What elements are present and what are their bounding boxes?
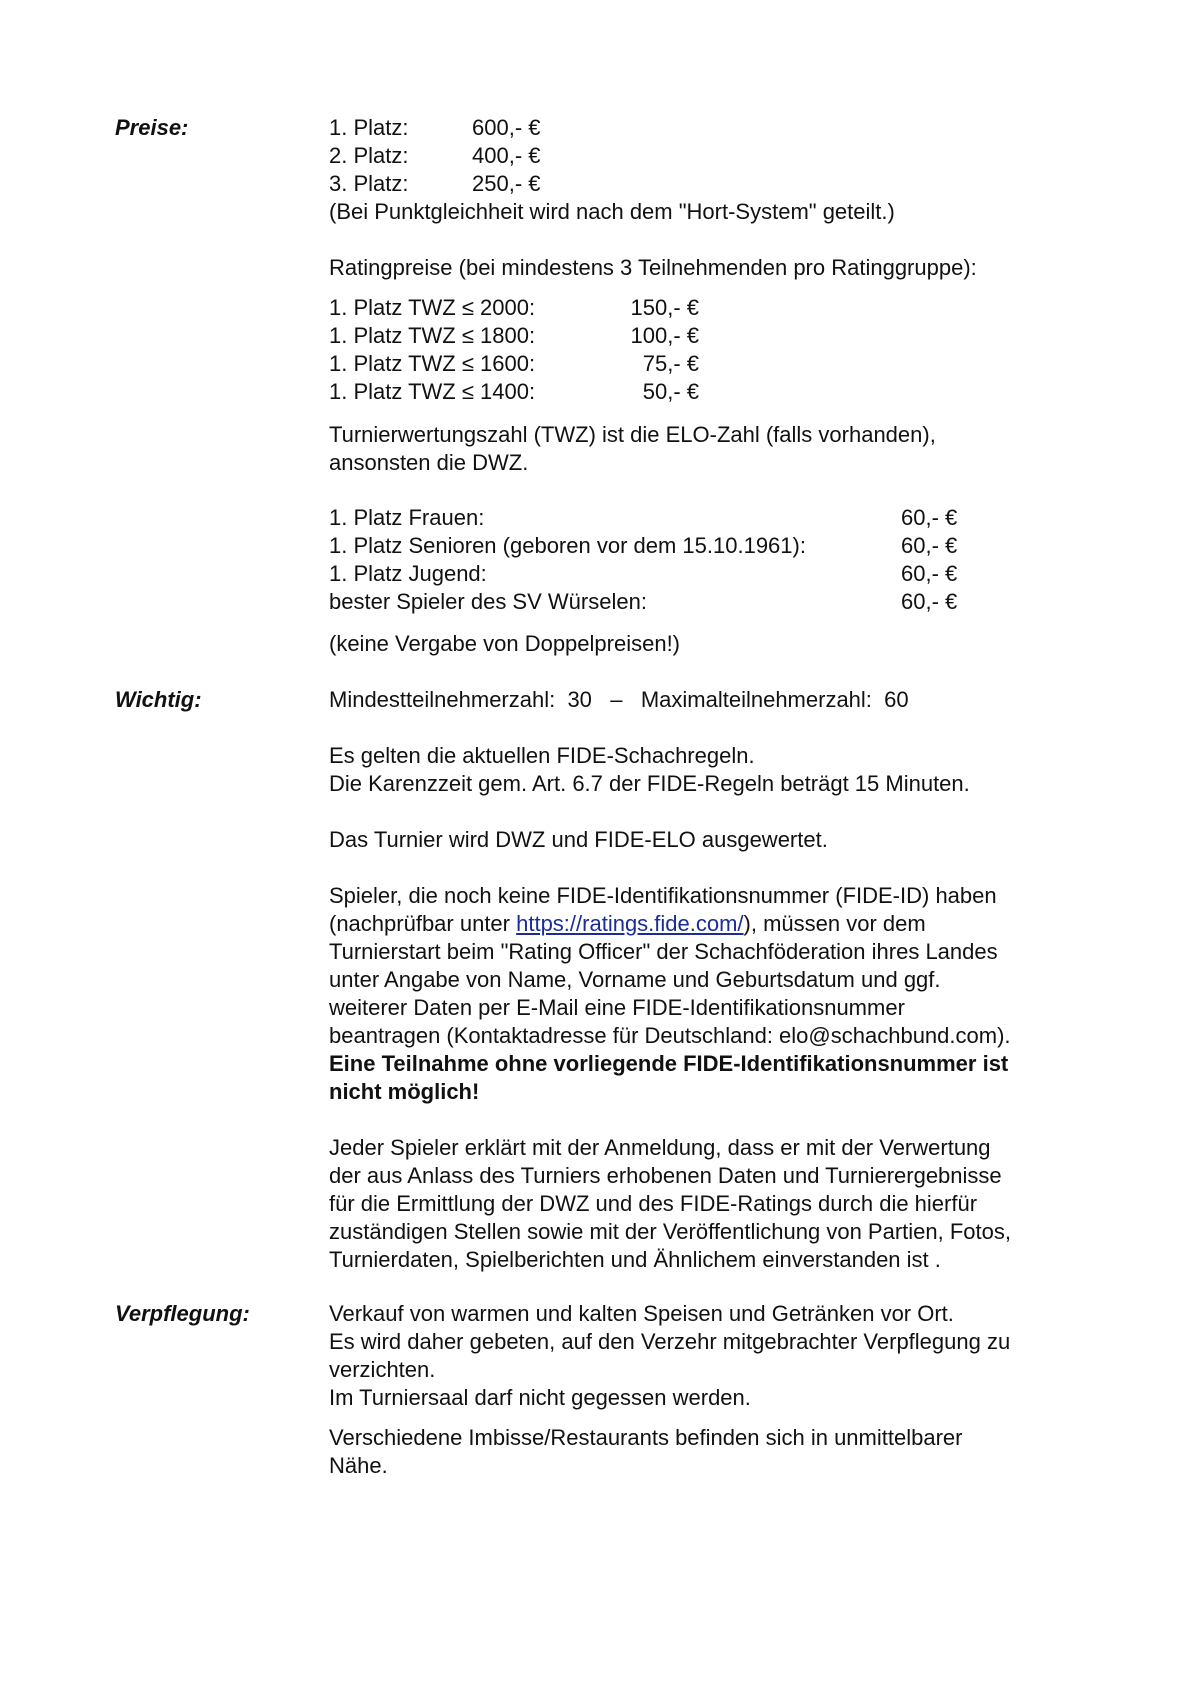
twz-line: ansonsten die DWZ. [329,450,529,475]
participants-limits: Mindestteilnehmerzahl: 30 – Maximalteilnehmerzahl: 60 [329,687,909,712]
fide-line: weiterer Daten per E-Mail eine FIDE-Identifikationsnummer [329,995,905,1020]
no-double-block [329,630,1109,658]
restaurants-line: Nähe. [329,1453,388,1478]
tie-note: (Bei Punktgleichheit wird nach dem "Hort-System" geteilt.) [329,199,895,224]
rating-prize-row [329,378,1109,406]
rules-line: Die Karenzzeit gem. Art. 6.7 der FIDE-Regeln beträgt 15 Minuten. [329,771,970,796]
fide-requirement-bold: Eine Teilnahme ohne vorliegende FIDE-Identifikationsnummer ist [329,1051,1009,1076]
restaurants-line: Verschiedene Imbisse/Restaurants befinden sich in unmittelbarer [329,1425,963,1450]
twz-line: Turnierwertungszahl (TWZ) ist die ELO-Zahl (falls vorhanden), [329,422,936,447]
fide-requirement-bold: nicht möglich! [329,1079,480,1104]
prize-amount: 400,- € [472,143,541,168]
special-prize-place: 1. Platz Senioren (geboren vor dem 15.10.1961): [329,533,806,558]
rating-prize-place: 1. Platz TWZ ≤ 2000: [329,295,536,320]
special-prize-amount: 60,- € [901,505,958,530]
rating-prize-row [329,350,1109,378]
special-prize-place: bester Spieler des SV Würselen: [329,589,647,614]
catering-line: Es wird daher gebeten, auf den Verzehr mitgebrachter Verpflegung zu [329,1329,1011,1354]
special-prize-row [329,588,1109,616]
section-label-wichtig: Wichtig: [115,687,202,712]
prize-amount: 250,- € [472,171,541,196]
special-prize-row [329,504,1109,532]
rating-prize-amount: 150,- € [630,295,699,320]
catering-line: verzichten. [329,1357,436,1382]
prize-row [329,142,1109,170]
prize-place: 2. Platz: [329,143,409,168]
special-prize-amount: 60,- € [901,589,958,614]
special-prize-row [329,532,1109,560]
prize-places [329,114,1109,226]
rating-prize-place: 1. Platz TWZ ≤ 1600: [329,351,536,376]
rules-block [329,742,1109,798]
prize-amount: 600,- € [472,115,541,140]
special-prizes [329,504,1109,616]
consent-line: Turnierdaten, Spielberichten und Ähnlichem einverstanden ist . [329,1247,941,1272]
fide-line: Spieler, die noch keine FIDE-Identifikationsnummer (FIDE-ID) haben [329,883,997,908]
fide-line: unter Angabe von Name, Vorname und Geburtsdatum und ggf. [329,967,941,992]
rating-prize-amount: 100,- € [630,323,699,348]
rating-prizes [329,294,1109,406]
rating-prize-amount: 50,- € [642,379,699,404]
fide-line: Turnierstart beim "Rating Officer" der Schachföderation ihres Landes [329,939,998,964]
rating-eval: Das Turnier wird DWZ und FIDE-ELO ausgewertet. [329,827,828,852]
section-label-preise: Preise: [115,115,189,140]
rating-prize-place: 1. Platz TWZ ≤ 1800: [329,323,536,348]
consent-line: zuständigen Stellen sowie mit der Veröffentlichung von Partien, Fotos, [329,1219,1011,1244]
restaurants-block [329,1424,1109,1480]
special-prize-place: 1. Platz Jugend: [329,561,487,586]
consent-line: Jeder Spieler erklärt mit der Anmeldung, dass er mit der Verwertung [329,1135,991,1160]
consent-block [329,1134,1109,1274]
catering-block [329,1300,1109,1412]
special-prize-place: 1. Platz Frauen: [329,505,485,530]
consent-line: der aus Anlass des Turniers erhobenen Daten und Turnierergebnisse [329,1163,1002,1188]
section-label-verpflegung: Verpflegung: [115,1301,250,1326]
rating-intro-block [329,254,1109,282]
rating-prize-place: 1. Platz TWZ ≤ 1400: [329,379,536,404]
fide-id-block [329,882,1109,1106]
rating-prize-row [329,294,1109,322]
consent-line: für die Ermittlung der DWZ und des FIDE-Ratings durch die hierfür [329,1191,978,1216]
fide-line-suffix: ), müssen vor dem [743,911,926,936]
no-double-note: (keine Vergabe von Doppelpreisen!) [329,631,681,656]
rating-prize-amount: 75,- € [642,351,699,376]
rules-line: Es gelten die aktuellen FIDE-Schachregeln. [329,743,755,768]
prize-row [329,114,1109,142]
prize-place: 3. Platz: [329,171,409,196]
catering-line: Verkauf von warmen und kalten Speisen und Getränken vor Ort. [329,1301,954,1326]
fide-line-prefix: (nachprüfbar unter [329,911,517,936]
special-prize-amount: 60,- € [901,561,958,586]
rating-intro: Ratingpreise (bei mindestens 3 Teilnehmenden pro Ratinggruppe): [329,255,977,280]
prize-row [329,170,1109,198]
participants-block [329,686,1109,714]
fide-line: beantragen (Kontaktadresse für Deutschland: elo@schachbund.com). [329,1023,1011,1048]
fide-line [329,910,1109,938]
prize-place: 1. Platz: [329,115,409,140]
rating-prize-row [329,322,1109,350]
rating-eval-block [329,826,1109,854]
catering-line: Im Turniersaal darf nicht gegessen werden. [329,1385,751,1410]
fide-ratings-link[interactable]: https://ratings.fide.com/ [516,911,744,936]
special-prize-row [329,560,1109,588]
twz-note [329,421,1109,477]
special-prize-amount: 60,- € [901,533,958,558]
